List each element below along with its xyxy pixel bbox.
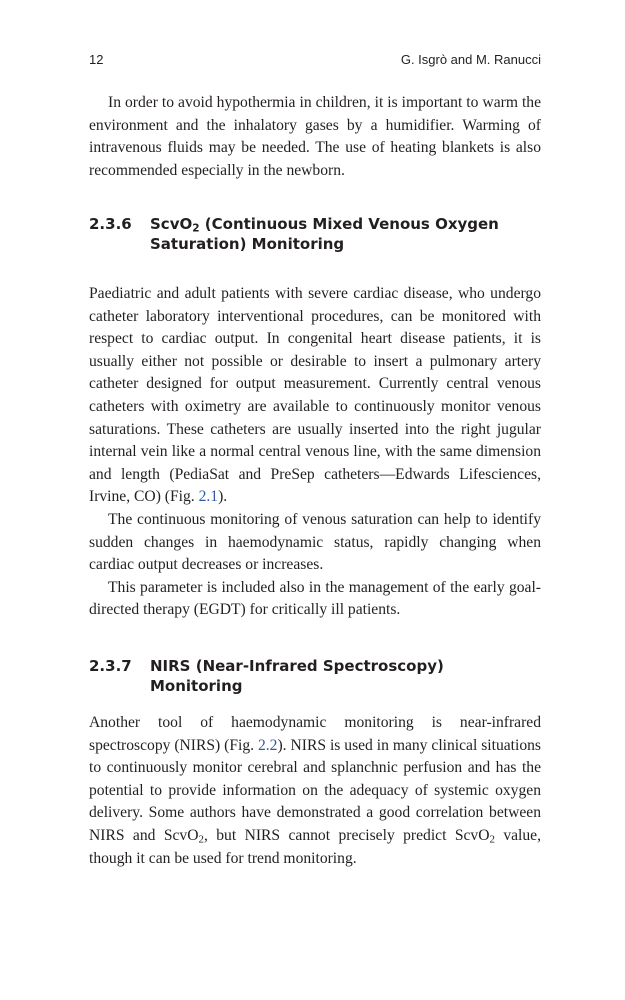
intro-paragraph-block [89,92,541,182]
running-header [89,52,541,72]
paragraph: This parameter is included also in the management of the early goal-directed therapy (EGDT) for critically ill patients. [89,578,541,619]
paragraph: Another tool of haemodynamic monitoring is near-infrared spectroscopy (NIRS) (Fig. 2.2). NIRS is used in many clinical situations to continuously monitor cerebral and splanchnic perfusion and has the potential to provide information on the adequacy of systemic oxygen delivery. Some authors have demonstrated a good correlation between NIRS and ScvO$_2$, but NIRS cannot precisely predict ScvO$_2$ value, though it can be used for trend monitoring. [89,714,541,867]
section-title: NIRS (Near-Infrared Spectroscopy) Monitoring [150,657,444,695]
paragraph: The continuous monitoring of venous saturation can help to identify sudden changes in haemodynamic status, rapidly changing when cardiac output decreases or increases. [89,510,541,574]
intro-paragraph: In order to avoid hypothermia in children, it is important to warm the environment and the inhalatory gases by a humidifier. Warming of intravenous fluids may be needed. The use of heating blankets is also recommended especially in the newborn. [89,94,541,179]
running-header-authors: G. Isgrò and M. Ranucci [400,52,541,67]
section-title: ScvO$_2$ (Continuous Mixed Venous Oxygen Saturation) Monitoring [150,215,499,253]
section-2-3-7-body [89,712,541,870]
figure-reference-link[interactable]: 2.1 [198,488,219,506]
paragraph: Paediatric and adult patients with severe cardiac disease, who undergo catheter laboratory interventional procedures, can be monitored with respect to cardiac output. In congenital heart disease patients, it is usually either not possible or desirable to insert a pulmonary artery catheter designed for output measurement. Currently central venous catheters with oximetry are available to continuously monitor venous saturations. These catheters are usually inserted into the right jugular internal vein like a normal central venous line, with the same dimension and length (PediaSat and PreSep catheters—Edwards Lifesciences, Irvine, CO) (Fig. 2.1). [89,285,541,506]
section-number: 2.3.6 [89,215,132,233]
section-2-3-6-body [89,283,541,622]
figure-reference-link[interactable]: 2.2 [257,736,278,754]
page-number: 12 [89,52,104,67]
section-number: 2.3.7 [89,657,132,675]
